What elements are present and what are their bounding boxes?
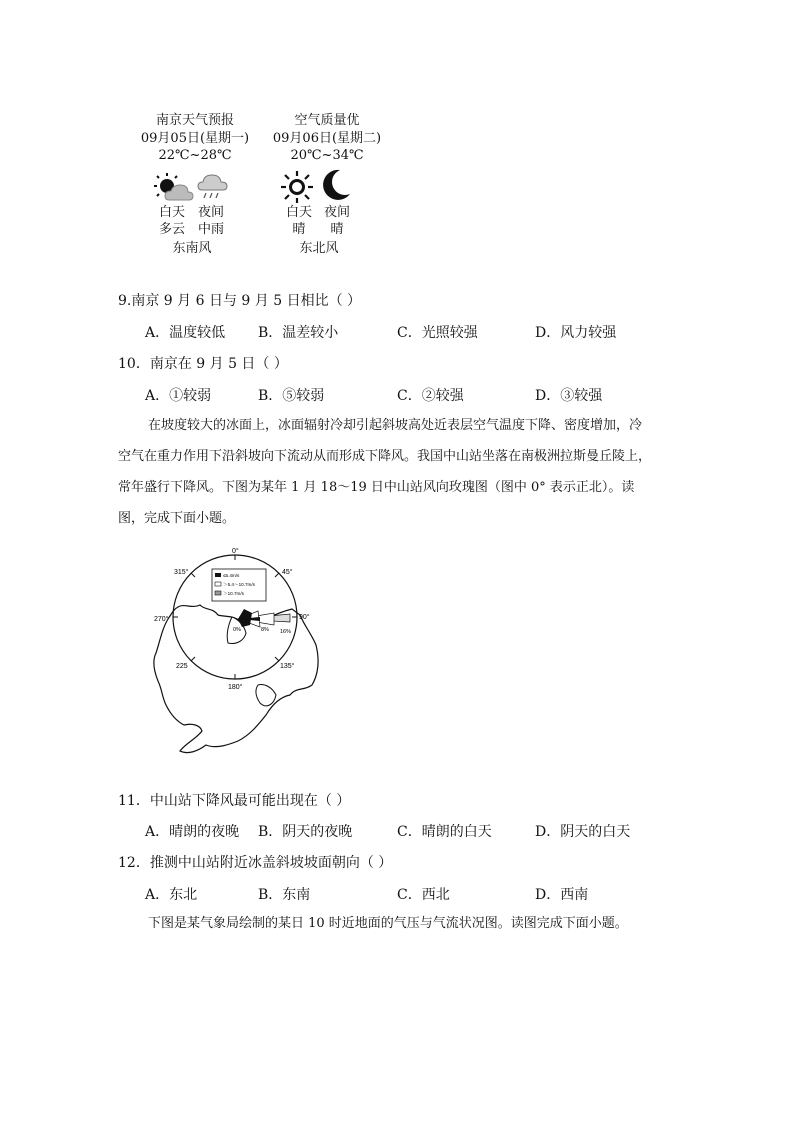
q9-option-a[interactable]: A．温度较低 [145, 325, 226, 341]
q9-option-b[interactable]: B．温差较小 [258, 325, 339, 341]
q12-option-b[interactable]: B．东南 [258, 887, 311, 903]
angle-label-45: 45° [282, 569, 293, 576]
forecast-date-day2: 09月06日(星期二) [272, 131, 382, 146]
q10-option-c[interactable]: C．②较强 [397, 388, 464, 404]
question-9-stem: 9.南京 9 月 6 日与 9 月 5 日相比（ ） [118, 293, 362, 309]
moon-icon [320, 168, 352, 202]
forecast-title-day1: 南京天气预报 [155, 113, 234, 128]
q9-option-c[interactable]: C．光照较强 [397, 325, 478, 341]
wind-day1: 东南风 [172, 241, 212, 256]
question-10-stem: 10．南京在 9 月 5 日（ ） [118, 356, 288, 372]
q12-option-d[interactable]: D．西南 [535, 887, 589, 903]
q12-option-c[interactable]: C．西北 [397, 887, 450, 903]
day-label-day1: 白天 [158, 205, 185, 220]
wind-day2: 东北风 [299, 241, 339, 256]
day-weather-day1: 多云 [158, 222, 185, 237]
ring-label-0: 0% [233, 627, 241, 633]
night-weather-day1: 中雨 [197, 222, 224, 237]
q11-option-d[interactable]: D．阴天的白天 [535, 824, 631, 840]
q11-option-c[interactable]: C．晴朗的白天 [397, 824, 492, 840]
ring-label-16: 16% [280, 629, 292, 635]
forecast-title-day2: 空气质量优 [294, 113, 360, 128]
legend-item-high: ＞10.7m/s [223, 591, 244, 596]
passage1-line1: 在坡度较大的冰面上，冰面辐射冷却引起斜坡高处近表层空气温度下降、密度增加，冷 [148, 418, 643, 433]
q9-option-d[interactable]: D．风力较强 [535, 325, 617, 341]
ring-label-8: 8% [261, 627, 269, 633]
passage2: 下图是某气象局绘制的某日 10 时近地面的气压与气流状况图。读图完成下面小题。 [148, 916, 628, 931]
angle-label-135: 135° [280, 663, 295, 670]
q10-option-d[interactable]: D．③较强 [535, 388, 603, 404]
legend-item-mid: ＞5.4～10.7m/s [223, 582, 255, 587]
q10-option-a[interactable]: A．①较弱 [145, 388, 212, 404]
q10-option-b[interactable]: B．⑤较弱 [258, 388, 325, 404]
rain-icon [196, 172, 230, 202]
forecast-temp-day2: 20℃~34℃ [290, 148, 364, 163]
night-weather-day2: 晴 [330, 222, 344, 237]
sun-icon [280, 170, 314, 204]
night-label-day1: 夜间 [197, 205, 224, 220]
question-12-stem: 12．推测中山站附近冰盖斜坡坡面朝向（ ） [118, 855, 393, 871]
passage1-line4: 图，完成下面小题。 [118, 511, 236, 526]
forecast-temp-day1: 22℃~28℃ [158, 148, 232, 163]
day-label-day2: 白天 [285, 205, 312, 220]
night-label-day2: 夜间 [323, 205, 350, 220]
q11-option-a[interactable]: A．晴朗的夜晚 [145, 824, 240, 840]
angle-label-90: 90° [299, 614, 310, 621]
wind-rose-map [140, 545, 340, 760]
angle-label-180: 180° [228, 684, 243, 691]
passage1-line3: 常年盛行下降风。下图为某年 1 月 18～19 日中山站风向玫瑰图（图中 0° 表示正北）。读 [118, 480, 635, 495]
question-11-stem: 11．中山站下降风最可能出现在（ ） [118, 793, 351, 809]
q11-option-b[interactable]: B．阴天的夜晚 [258, 824, 353, 840]
partly-cloudy-icon [153, 170, 195, 204]
forecast-date-day1: 09月05日(星期一) [140, 131, 250, 146]
legend-item-low: ≤5.4m/s [223, 573, 240, 578]
angle-label-270: 270° [154, 616, 169, 623]
q12-option-a[interactable]: A．东北 [145, 887, 198, 903]
angle-label-315: 315° [174, 569, 189, 576]
angle-label-0: 0° [232, 548, 239, 555]
passage1-line2: 空气在重力作用下沿斜坡向下流动从而形成下降风。我国中山站坐落在南极洲拉斯曼丘陵上， [118, 449, 652, 464]
angle-label-225: 225 [176, 663, 188, 670]
day-weather-day2: 晴 [292, 222, 306, 237]
